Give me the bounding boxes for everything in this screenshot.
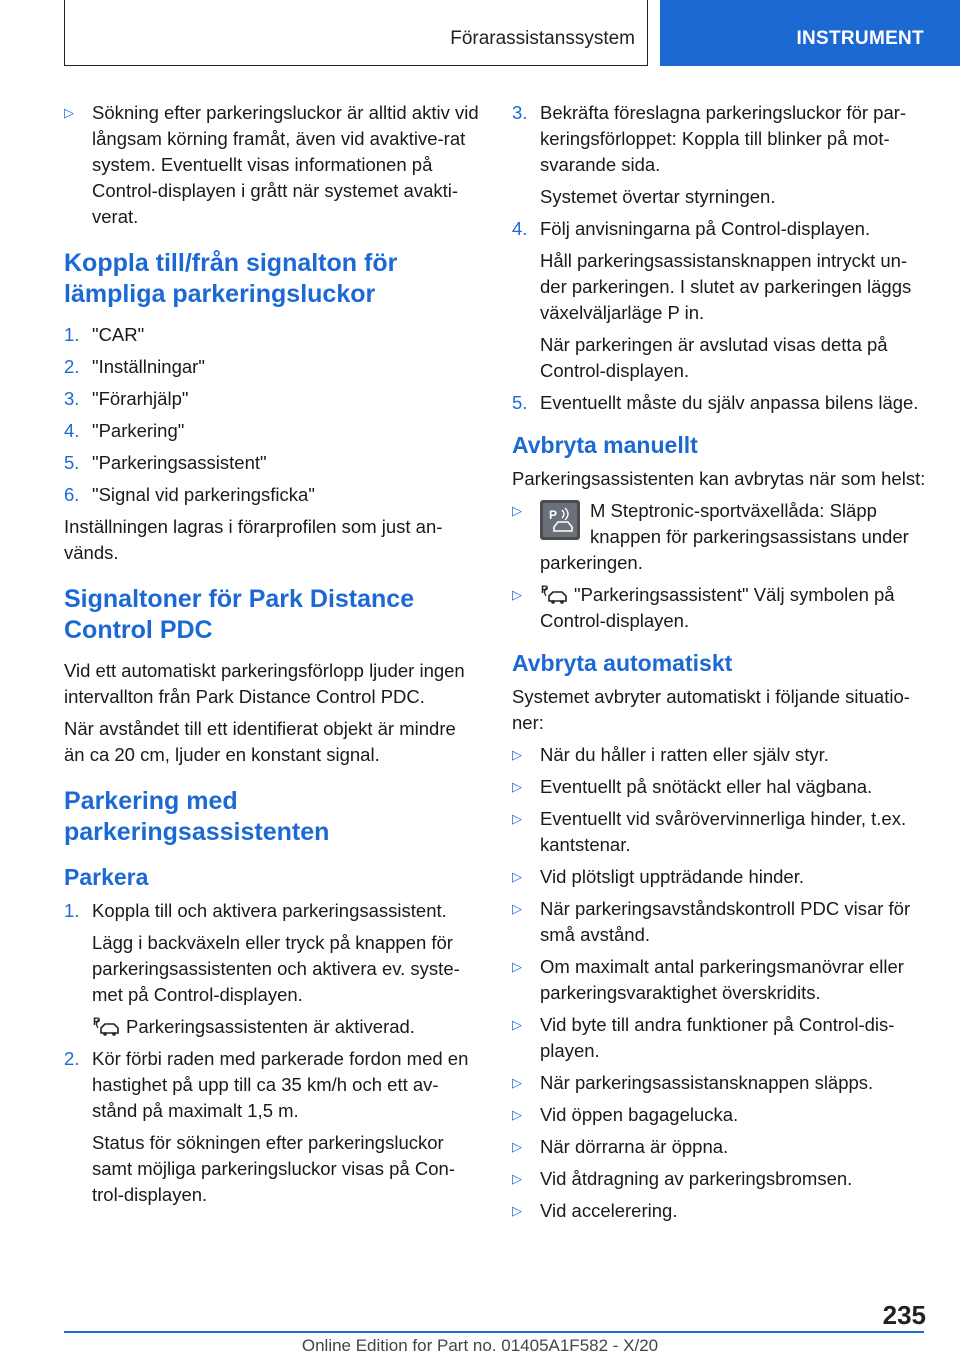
paragraph-manual: Parkeringsassistenten kan avbrytas när som helst: — [512, 468, 926, 489]
step-1-icon-line — [92, 1014, 480, 1040]
left-column — [64, 100, 480, 1214]
section-title: Förarassistanssystem — [450, 28, 635, 49]
list-item — [64, 418, 480, 444]
list-item-text: Eventuellt vid svårövervinnerliga hinder, t.ex. kantstenar. — [540, 808, 907, 855]
footer-edition: Online Edition for Part no. 01405A1F582 - X/20 — [301, 1336, 659, 1355]
step-4 — [512, 216, 928, 242]
header-chapter-tab — [660, 0, 960, 66]
list-item — [512, 1102, 928, 1128]
step-text: Bekräfta föreslagna parkeringsluckor för par-keringsförloppet: Koppla till blinker på mot-svarande sida. — [540, 102, 907, 175]
list-item — [512, 582, 928, 634]
step-number: 2. — [64, 1048, 80, 1069]
list-item — [512, 498, 928, 576]
header-section-box — [64, 0, 648, 66]
right-column — [512, 100, 928, 1230]
heading-cancel-manual: Avbryta manuellt — [512, 432, 698, 458]
list-item-text: "Parkeringsassistent" Välj symbolen på Control-displayen. — [540, 584, 895, 631]
paragraph-auto: Systemet avbryter automatiskt i följande situatio-ner: — [512, 686, 910, 733]
triangle-right-icon: ▷ — [512, 901, 522, 916]
heading-cancel-auto: Avbryta automatiskt — [512, 650, 733, 676]
list-item — [512, 954, 928, 1006]
triangle-right-icon: ▷ — [512, 1203, 522, 1218]
step-1 — [64, 898, 480, 924]
auto-cancel-list — [512, 742, 928, 1224]
list-item — [512, 864, 928, 890]
list-item-text: Vid byte till andra funktioner på Control-dis-playen. — [540, 1014, 895, 1061]
list-item-text: Vid plötsligt uppträdande hinder. — [540, 866, 804, 887]
svg-text:P: P — [541, 584, 549, 596]
list-item — [512, 774, 928, 800]
list-item — [512, 806, 928, 858]
parking-assistant-icon — [540, 583, 568, 605]
list-item-text: När parkeringsassistansknappen släpps. — [540, 1072, 874, 1093]
triangle-right-icon: ▷ — [512, 1107, 522, 1122]
list-item-text: Vid öppen bagagelucka. — [540, 1104, 739, 1125]
triangle-right-icon: ▷ — [512, 1075, 522, 1090]
svg-text:P: P — [549, 508, 558, 522]
parking-assistant-icon — [92, 1015, 120, 1037]
list-item-text: Eventuellt på snötäckt eller hal vägbana. — [540, 776, 873, 797]
triangle-right-icon: ▷ — [512, 747, 522, 762]
step-text: "Signal vid parkeringsficka" — [92, 484, 315, 505]
list-item — [512, 1012, 928, 1064]
list-item-text: När du håller i ratten eller själv styr. — [540, 744, 829, 765]
triangle-right-icon: ▷ — [64, 105, 74, 120]
page-number: 235 — [882, 1300, 926, 1330]
step-1-icon-text: Parkeringsassistenten är aktiverad. — [126, 1016, 415, 1037]
list-item — [64, 482, 480, 508]
list-item-text: Sökning efter parkeringsluckor är alltid aktiv vid långsam körning framåt, även vid avaktive-rat system. Eventuellt visas informationen på Control-displayen i grått när systemet avakti-verat. — [92, 102, 479, 227]
paragraph-saved: Inställningen lagras i förarprofilen som just an-vänds. — [64, 516, 443, 563]
step-text: Följ anvisningarna på Control-displayen. — [540, 218, 871, 239]
step-text: "Parkeringsassistent" — [92, 452, 267, 473]
step-number: 3. — [64, 388, 80, 409]
list-item-text: M Steptronic-sportväxellåda: Släpp knappen för parkeringsassistans under parkeringen. — [540, 500, 909, 573]
paragraph-pdc-1: Vid ett automatiskt parkeringsförlopp ljuder ingen intervallton från Park Distance Control PDC. — [64, 660, 465, 707]
step-text: "Inställningar" — [92, 356, 205, 377]
triangle-right-icon: ▷ — [512, 1017, 522, 1032]
list-item-text: När dörrarna är öppna. — [540, 1136, 729, 1157]
step-1-detail: Lägg i backväxeln eller tryck på knappen för parkeringsassistenten och aktivera ev. syste-met på Control-displayen. — [92, 932, 460, 1005]
heading-signal-toggle: Koppla till/från signalton för lämpliga parkeringsluckor — [64, 249, 398, 308]
heading-parking: Parkering med parkeringsassistenten — [64, 787, 330, 846]
step-2 — [64, 1046, 480, 1124]
list-item — [64, 322, 480, 348]
signal-steps-list — [64, 322, 480, 508]
parking-assistant-button-icon — [540, 500, 580, 540]
step-number: 5. — [64, 452, 80, 473]
step-number: 4. — [64, 420, 80, 441]
list-item — [64, 386, 480, 412]
list-item-text: Vid accelerering. — [540, 1200, 678, 1221]
triangle-right-icon: ▷ — [512, 959, 522, 974]
list-item-text: När parkeringsavståndskontroll PDC visar för små avstånd. — [540, 898, 911, 945]
step-number: 3. — [512, 102, 528, 123]
list-item-text: Om maximalt antal parkeringsmanövrar eller parkeringsvaraktighet överskridits. — [540, 956, 904, 1003]
list-item-text: Vid åtdragning av parkeringsbromsen. — [540, 1168, 853, 1189]
step-number: 6. — [64, 484, 80, 505]
list-item — [64, 354, 480, 380]
list-item — [512, 1134, 928, 1160]
svg-text:P: P — [93, 1016, 101, 1028]
triangle-right-icon: ▷ — [512, 503, 522, 518]
triangle-right-icon: ▷ — [512, 587, 522, 602]
list-item — [512, 1070, 928, 1096]
step-number: 4. — [512, 218, 528, 239]
paragraph-pdc-2: När avståndet till ett identifierat objekt är mindre än ca 20 cm, ljuder en konstant signal. — [64, 718, 456, 765]
step-text: "Parkering" — [92, 420, 185, 441]
footer-rule — [64, 1331, 924, 1333]
list-item — [512, 1198, 928, 1224]
heading-park: Parkera — [64, 864, 149, 890]
list-item — [512, 742, 928, 768]
step-number: 5. — [512, 392, 528, 413]
list-item — [64, 100, 480, 230]
step-text: Koppla till och aktivera parkeringsassistent. — [92, 900, 447, 921]
chapter-title: INSTRUMENT — [796, 28, 924, 49]
step-text: "CAR" — [92, 324, 145, 345]
heading-pdc: Signaltoner för Park Distance Control PDC — [64, 585, 415, 644]
step-2-detail: Status för sökningen efter parkeringsluckor samt möjliga parkeringsluckor visas på Con-trol-displayen. — [92, 1132, 455, 1205]
step-text: "Förarhjälp" — [92, 388, 189, 409]
step-5 — [512, 390, 928, 416]
step-number: 1. — [64, 324, 80, 345]
triangle-right-icon: ▷ — [512, 869, 522, 884]
list-item — [64, 450, 480, 476]
triangle-right-icon: ▷ — [512, 1171, 522, 1186]
triangle-right-icon: ▷ — [512, 779, 522, 794]
step-number: 1. — [64, 900, 80, 921]
step-4-detail-2: När parkeringen är avslutad visas detta på Control-displayen. — [540, 334, 888, 381]
step-3 — [512, 100, 928, 178]
step-text: Eventuellt måste du själv anpassa bilens läge. — [540, 392, 919, 413]
step-text: Kör förbi raden med parkerade fordon med en hastighet på upp till ca 35 km/h och ett av-stånd på maximalt 1,5 m. — [92, 1048, 469, 1121]
step-4-detail-1: Håll parkeringsassistansknappen intryckt un-der parkeringen. I slutet av parkeringen läggs växelväljarläge P in. — [540, 250, 912, 323]
step-3-detail: Systemet övertar styrningen. — [540, 186, 776, 207]
list-item — [512, 896, 928, 948]
list-item — [512, 1166, 928, 1192]
triangle-right-icon: ▷ — [512, 1139, 522, 1154]
triangle-right-icon: ▷ — [512, 811, 522, 826]
step-number: 2. — [64, 356, 80, 377]
